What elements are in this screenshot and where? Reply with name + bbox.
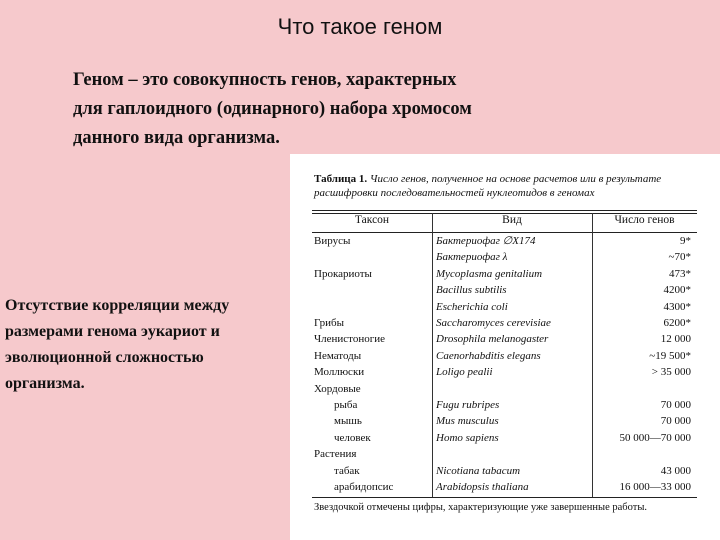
gene-count-cell: 70 000 [660, 399, 691, 411]
species-cell: Mus musculus [436, 415, 499, 428]
table-row [312, 414, 697, 429]
definition-line: данного вида организма. [73, 128, 280, 148]
table-row [312, 464, 697, 479]
gene-count-cell: > 35 000 [651, 366, 691, 379]
gene-count-cell: 6200* [663, 317, 691, 329]
header-taxon: Таксон [354, 214, 390, 226]
table-row [312, 332, 697, 347]
definition-text [73, 66, 633, 153]
taxon-cell: Членистоногие [314, 333, 386, 346]
header-species: Вид [502, 214, 522, 226]
species-cell: Arabidopsis thaliana [436, 481, 529, 493]
side-note-line: Отсутствие корреляции между [5, 297, 230, 314]
table-row [312, 250, 697, 265]
species-cell: Bacillus subtilis [436, 284, 507, 297]
gene-count-cell: 43 000 [660, 464, 691, 477]
slide-title: Что такое геном [277, 14, 443, 39]
gene-count-cell: 70 000 [660, 415, 691, 428]
side-note-line: организма. [5, 375, 85, 392]
table-row [312, 283, 697, 298]
gene-count-cell: 473* [669, 267, 691, 280]
gene-count-cell: 4200* [663, 284, 691, 297]
table-row [312, 234, 697, 249]
table-row [312, 382, 697, 397]
taxon-cell: табак [334, 464, 360, 477]
taxon-cell: Нематоды [314, 349, 362, 362]
species-cell: Drosophila melanogaster [436, 333, 549, 346]
species-cell: Escherichia coli [436, 300, 508, 313]
gene-count-cell: 50 000—70 000 [619, 431, 691, 444]
definition-line: для гаплоидного (одинарного) набора хромосом [73, 99, 472, 119]
side-note [5, 293, 295, 397]
species-cell: Nicotiana tabacum [436, 464, 521, 477]
table-row [312, 365, 697, 380]
gene-count-cell: ~70* [668, 251, 691, 264]
table-caption-text: Число генов, полученное на основе расчетов или в результате расшифровки последовательностей нуклеотидов в геномах [314, 173, 662, 199]
table-row [312, 349, 697, 364]
table-top-rule [312, 210, 697, 211]
table-header-rule [312, 232, 697, 233]
gene-count-cell: 12 000 [660, 333, 691, 346]
species-cell: Mycoplasma genitalium [436, 267, 543, 280]
taxon-cell: рыба [334, 399, 358, 411]
species-cell: Loligo pealii [436, 366, 493, 379]
species-cell: Fugu rubripes [436, 399, 500, 411]
header-gene-count: Число генов [614, 214, 675, 226]
taxon-cell: арабидопсис [334, 481, 394, 493]
taxon-cell: Прокариоты [314, 267, 372, 280]
taxon-cell: Грибы [314, 317, 345, 329]
side-note-line: размерами генома эукариот и [5, 323, 220, 340]
definition-line: Геном – это совокупность генов, характерных [73, 70, 457, 90]
table-row [312, 447, 697, 462]
gene-count-cell: 4300* [663, 300, 691, 313]
table-row [312, 300, 697, 315]
table-caption-label: Таблица 1. [314, 173, 368, 185]
taxon-cell: Вирусы [314, 235, 351, 247]
species-cell: Homo sapiens [436, 431, 499, 444]
species-cell: Caenorhabditis elegans [436, 349, 541, 362]
table-row [312, 316, 697, 331]
side-note-line: эволюционной сложностью [5, 349, 204, 366]
table-row [312, 431, 697, 446]
table-bottom-rule [312, 497, 697, 498]
table-caption [314, 172, 714, 200]
species-cell: Saccharomyces cerevisiae [436, 317, 551, 329]
gene-count-cell: 16 000—33 000 [619, 481, 691, 493]
taxon-cell: человек [334, 431, 371, 444]
species-cell: Бактериофаг ∅X174 [436, 235, 536, 247]
taxon-cell: Моллюски [314, 366, 365, 379]
taxon-cell: мышь [334, 415, 362, 428]
table-row [312, 398, 697, 413]
gene-count-cell: 9* [680, 235, 691, 247]
table-row [312, 267, 697, 282]
table-footnote: Звездочкой отмечены цифры, характеризующие уже завершенные работы. [314, 502, 648, 513]
species-cell: Бактериофаг λ [436, 251, 508, 264]
taxon-cell: Хордовые [314, 382, 361, 395]
taxon-cell: Растения [314, 448, 357, 461]
table-row [312, 480, 697, 495]
gene-count-table-panel [290, 154, 720, 540]
gene-count-cell: ~19 500* [649, 349, 691, 362]
